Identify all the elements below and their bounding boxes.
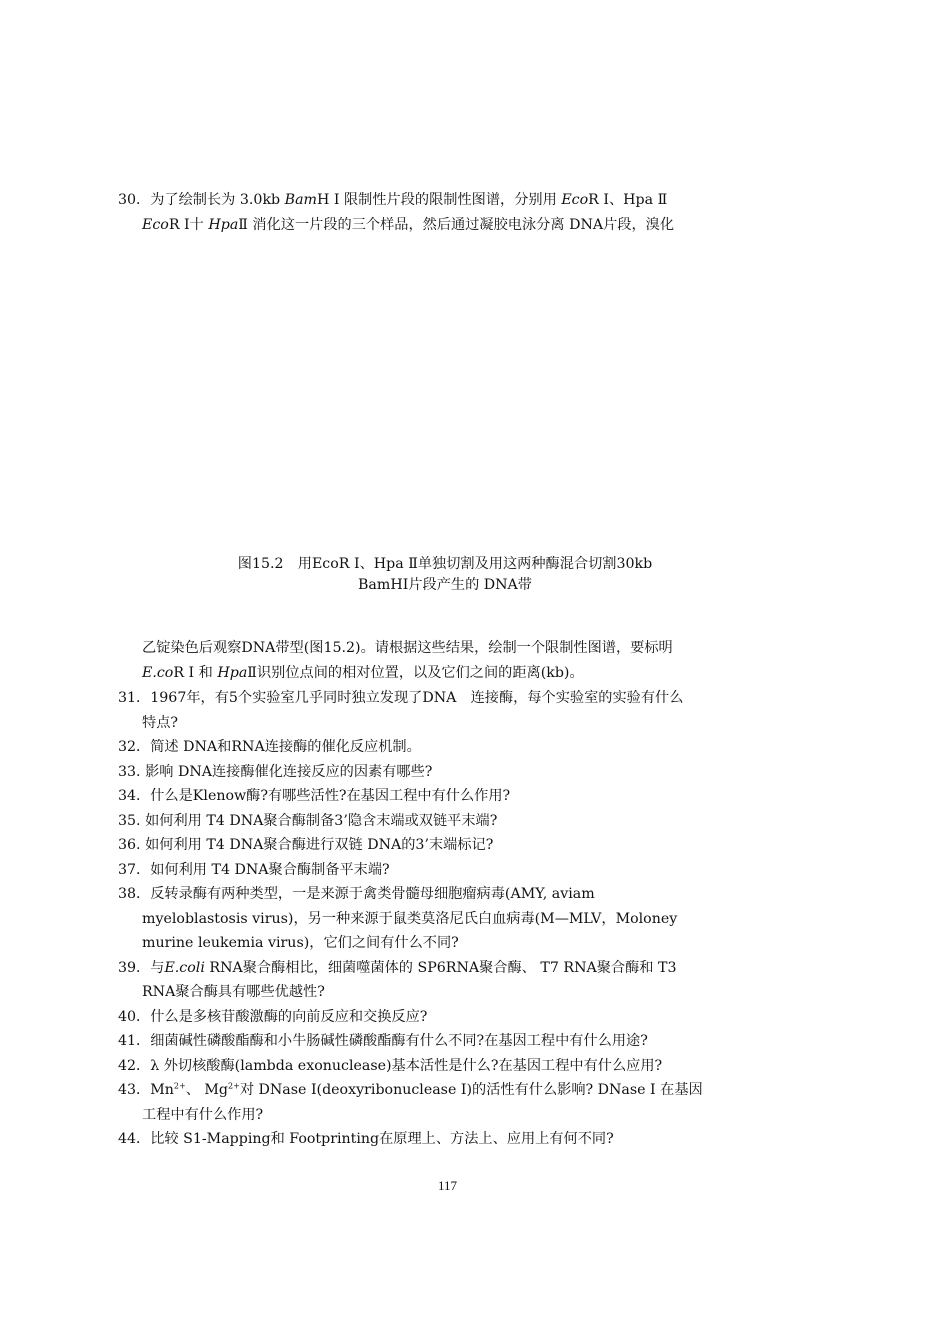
question-30 [118,188,780,237]
figure-caption-line-2: BamHⅠ片段产生的 DNA带 [358,577,532,593]
question-31-line-2: 特点? [142,714,178,731]
figure-caption [0,554,890,596]
question-35: 35. 如何利用 T4 DNA聚合酶制备3’隐含末端或双链平末端? [118,812,498,829]
question-36: 36. 如何利用 T4 DNA聚合酶进行双链 DNA的3’末端标记? [118,837,494,853]
question-43-line-1: 43．$Mn^{2+}$、 $Mg^{2+}$对 DNase Ⅰ(deoxyribonuclease Ⅰ)的活性有什么影响? DNase Ⅰ 在基因 [118,1081,703,1098]
page-number: 117 [437,1178,458,1193]
question-39-line-2: RNA聚合酶具有哪些优越性? [142,984,325,1000]
question-30-continued [118,636,780,685]
question-42: 42．λ 外切核酸酶(lambda exonuclease)基本活性是什么?在基因工程中有什么应用? [118,1057,663,1074]
question-41: 41．细菌碱性磷酸酯酶和小牛肠碱性磷酸酯酶有什么不同?在基因工程中有什么用途? [118,1033,648,1049]
question-30-line-1: 30．为了绘制长为 3.0kb BamH Ⅰ 限制性片段的限制性图谱，分别用 EcoR Ⅰ、Hpa Ⅱ [118,192,668,208]
question-32: 32．简述 DNA和RNA连接酶的催化反应机制。 [118,739,421,755]
figure-caption-line-1: 图15.2 用EcoR Ⅰ、Hpa Ⅱ单独切割及用这两种酶混合切割30kb [237,556,653,572]
question-30-cont-line-2: E.coR Ⅰ 和 HpaⅡ识别位点间的相对位置，以及它们之间的距离(kb)。 [142,664,584,681]
question-38-line-3: murine leukemia virus)，它们之间有什么不同? [142,935,459,951]
question-30-cont-line-1: 乙锭染色后观察DNA带型(图15.2)。请根据这些结果，绘制一个限制性图谱，要标明 [142,640,673,656]
question-list [118,686,780,1152]
question-43-line-2: 工程中有什么作用? [142,1106,264,1123]
question-31-line-1: 31．1967年，有5个实验室几乎同时独立发现了DNA 连接酶，每个实验室的实验有什么 [118,690,684,706]
question-44: 44．比较 S1-Mapping和 Footprinting在原理上、方法上、应用上有何不同? [118,1131,614,1147]
question-38-line-2: myeloblastosis virus)，另一种来源于鼠类莫洛尼氏白血病毒(M—MLV，Moloney [142,910,678,927]
question-33: 33. 影响 DNA连接酶催化连接反应的因素有哪些? [118,763,433,780]
question-30-line-2: EcoR Ⅰ十 HpaⅡ 消化这一片段的三个样品，然后通过凝胶电泳分离 DNA片段，溴化 [142,216,675,233]
question-39-line-1: 39．与E.coli RNA聚合酶相比，细菌噬菌体的 SP6RNA聚合酶、 T7 RNA聚合酶和 T3 [118,959,677,976]
question-40: 40．什么是多核苷酸激酶的向前反应和交换反应? [118,1008,428,1025]
question-37: 37．如何利用 T4 DNA聚合酶制备平末端? [118,861,390,878]
question-34: 34．什么是Klenow酶?有哪些活性?在基因工程中有什么作用? [118,788,511,804]
question-38-line-1: 38．反转录酶有两种类型，一是来源于禽类骨髓母细胞瘤病毒(AMY, aviam [118,886,595,902]
